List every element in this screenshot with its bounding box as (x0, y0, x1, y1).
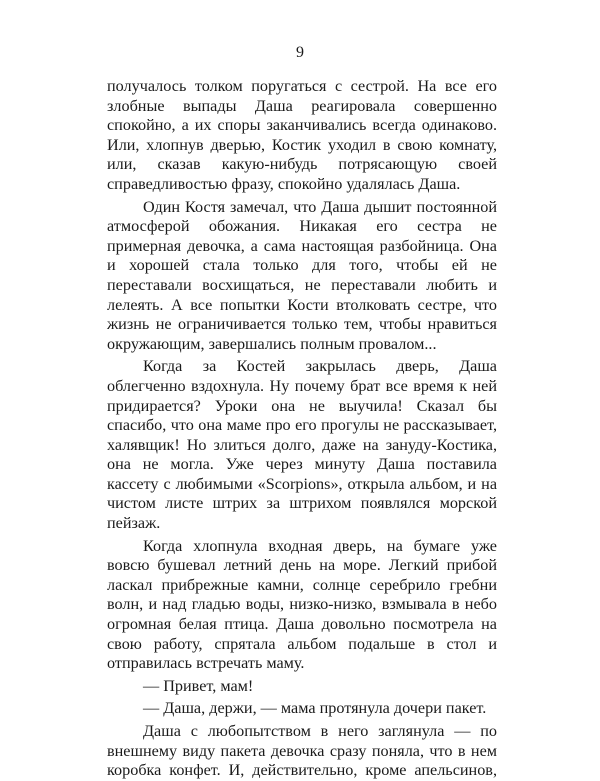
page-number: 9 (296, 44, 304, 61)
dialogue-line-1: — Привет, мам! (143, 676, 254, 695)
paragraph-1: получалось толком поругаться с сестрой. На все его злобные выпады Даша реагировала совершенно спокойно, а их споры заканчивались всегда одинаково. Или, хлопнув дверью, Костик уходил в свою комнату, или, сказав какую-нибудь потрясающую своей справедливостью фразу, спокойно удалялась Даша. (107, 77, 497, 193)
paragraph-2: Один Костя замечал, что Даша дышит постоянной атмосферой обожания. Никакая его сестра не примерная девочка, а сама настоящая разбойница. Она и хорошей стала только для того, чтобы ей не переставали восхищаться, не переставали любить и лелеять. А все попытки Кости втолковать сестре, что жизнь не ограничивается только тем, чтобы нравиться окружающим, завершались полным провалом... (107, 197, 497, 353)
paragraph-4: Когда хлопнула входная дверь, на бумаге уже вовсю бушевал летний день на море. Легкий прибой ласкал прибрежные камни, солнце серебрило гребни волн, и над гладью воды, низко-низко, взмывала в небо огромная белая птица. Даша довольно посмотрела на свою работу, спрятала альбом подальше в стол и отправилась встречать маму. (107, 536, 497, 673)
page-text (107, 77, 497, 781)
dialogue-line-2: — Даша, держи, — мама протянула дочери пакет. (143, 699, 487, 718)
paragraph-3: Когда за Костей закрылась дверь, Даша облегченно вздохнула. Ну почему брат все время к ней придирается? Уроки она не выучила! Сказал бы спасибо, что она маме про его прогулы не рассказывает, халявщик! Но злиться долго, даже на зануду-Костика, она не могла. Уже через минуту Даша поставила кассету с любимыми «Scorpions», открыла альбом, и на чистом листе штрих за штрихом появлялся морской пейзаж. (107, 357, 497, 533)
paragraph-5: Даша с любопытством в него заглянула — по внешнему виду пакета девочка сразу поняла, что в нем коробка конфет. И, действительно, кроме апельсинов, (107, 722, 497, 780)
